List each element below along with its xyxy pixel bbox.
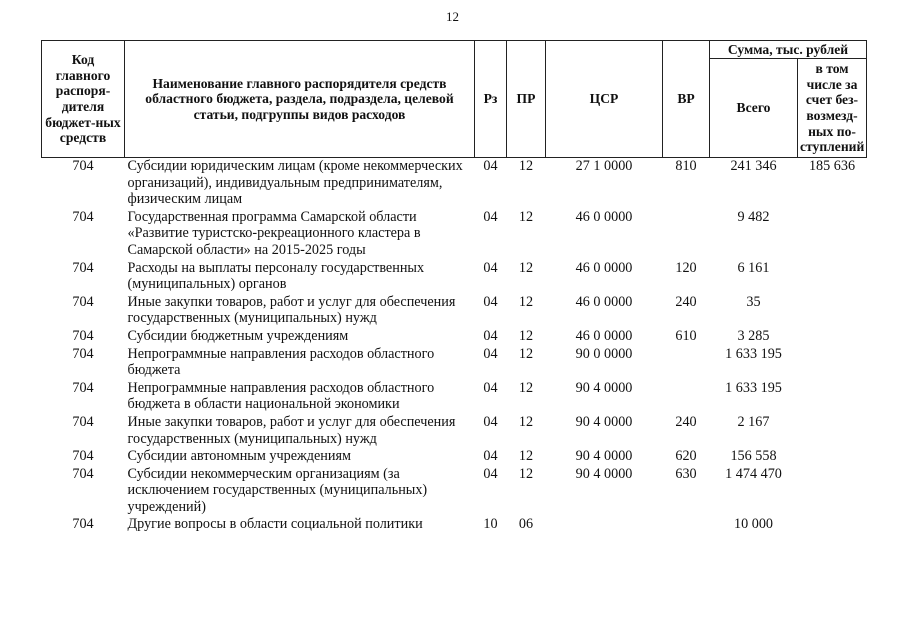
cell-code: 704 [72,293,94,310]
cell-code: 704 [72,208,94,225]
cell-csr: 46 0 0000 [575,293,633,310]
cell-code: 704 [72,413,94,430]
cell-csr: 46 0 0000 [575,208,633,225]
header-free: в том числе за счет без-возмезд-ных по-ступлений [798,59,867,158]
cell-code: 704 [72,259,94,276]
table-row [42,328,867,346]
cell-vr [663,380,710,414]
cell-name: Субсидии юридическим лицам (кроме некоммерческих организаций), индивидуальным предпринимателям, физическим лицам [127,158,463,208]
cell-total: 156 558 [730,448,777,465]
cell-csr: 90 4 0000 [575,448,633,465]
cell-vr [663,516,710,534]
cell-total: 1 633 195 [725,345,782,362]
cell-csr: 46 0 0000 [575,259,633,276]
cell-name: Иные закупки товаров, работ и услуг для обеспечения государственных (муниципальных) нужд [127,293,456,327]
cell-total: 10 000 [733,516,773,533]
cell-total: 241 346 [730,158,777,174]
header-sum: Сумма, тыс. рублей [710,41,867,59]
cell-name: Расходы на выплаты персоналу государственных (муниципальных) органов [127,259,425,293]
cell-vr: 620 [675,448,697,465]
cell-free [798,380,867,414]
cell-total: 9 482 [737,208,770,225]
cell-rz: 04 [483,345,498,362]
cell-code: 704 [72,345,94,362]
cell-free [798,328,867,346]
cell-pr: 06 [518,516,534,533]
cell-pr: 12 [518,379,534,396]
cell-name: Другие вопросы в области социальной политики [127,516,423,533]
cell-total: 3 285 [737,327,770,344]
cell-pr: 12 [518,158,534,174]
cell-total: 1 474 470 [725,465,782,482]
table-row [42,260,867,294]
cell-free [798,516,867,534]
cell-code: 704 [72,516,94,533]
cell-rz: 04 [483,327,498,344]
table-row [42,414,867,448]
cell-name: Субсидии автономным учреждениям [127,448,351,465]
cell-rz: 04 [483,413,498,430]
cell-vr: 610 [675,327,697,344]
cell-rz: 04 [483,379,498,396]
table-row [42,380,867,414]
table-row [42,158,867,209]
cell-rz: 04 [483,448,498,465]
page-number: 12 [446,9,459,24]
cell-csr: 27 1 0000 [575,158,633,174]
cell-vr: 810 [675,158,697,174]
cell-csr: 90 0 0000 [575,345,633,362]
cell-pr: 12 [518,208,534,225]
cell-total: 1 633 195 [725,379,782,396]
budget-table [41,40,867,534]
cell-name: Непрограммные направления расходов областного бюджета в области национальной экономики [127,379,435,413]
table-row [42,209,867,260]
cell-pr: 12 [518,259,534,276]
cell-pr: 12 [518,448,534,465]
cell-csr: 90 4 0000 [575,465,633,482]
header-csr: ЦСР [546,41,663,158]
cell-csr: 90 4 0000 [575,379,633,396]
cell-name: Непрограммные направления расходов областного бюджета [127,345,435,379]
cell-rz: 04 [483,259,498,276]
cell-pr: 12 [518,293,534,310]
cell-vr: 240 [675,293,697,310]
cell-name: Государственная программа Самарской области «Развитие туристско-рекреационного кластера в Самарской области» на 2015-2025 годы [127,208,421,258]
cell-vr: 120 [675,259,697,276]
header-rz: Рз [475,41,507,158]
table-row [42,448,867,466]
cell-vr [663,209,710,260]
cell-name: Иные закупки товаров, работ и услуг для обеспечения государственных (муниципальных) нужд [127,413,456,447]
cell-total: 2 167 [737,413,770,430]
cell-rz: 04 [483,158,498,174]
cell-code: 704 [72,379,94,396]
cell-pr: 12 [518,413,534,430]
cell-free [798,294,867,328]
cell-free: 185 636 [808,158,856,174]
table-row [42,346,867,380]
cell-vr [663,346,710,380]
cell-total: 35 [746,293,761,310]
table-row [42,294,867,328]
cell-total: 6 161 [737,259,770,276]
cell-free [798,346,867,380]
cell-code: 704 [72,158,94,174]
cell-free [798,414,867,448]
cell-code: 704 [72,327,94,344]
cell-free [798,209,867,260]
cell-csr [546,516,663,534]
cell-pr: 12 [518,465,534,482]
cell-pr: 12 [518,327,534,344]
table-body [42,158,867,535]
cell-name: Субсидии бюджетным учреждениям [127,327,349,344]
header-name: Наименование главного распорядителя средств областного бюджета, раздела, подраздела, целевой статьи, подгруппы видов расходов [125,41,475,158]
cell-csr: 46 0 0000 [575,327,633,344]
cell-free [798,448,867,466]
cell-name: Субсидии некоммерческим организациям (за исключением государственных (муниципальных) учреждений) [127,465,428,515]
table-row [42,516,867,534]
header-total: Всего [710,59,798,158]
cell-rz: 10 [483,516,498,533]
cell-free [798,466,867,517]
cell-csr: 90 4 0000 [575,413,633,430]
cell-rz: 04 [483,293,498,310]
cell-rz: 04 [483,208,498,225]
cell-vr: 240 [675,413,697,430]
cell-rz: 04 [483,465,498,482]
header-pr: ПР [507,41,546,158]
cell-code: 704 [72,448,94,465]
table-row [42,466,867,517]
header-code: Код главного распоря-дителя бюджет-ных средств [42,41,125,158]
cell-free [798,260,867,294]
cell-vr: 630 [675,465,697,482]
header-vr: ВР [663,41,710,158]
cell-pr: 12 [518,345,534,362]
table-header [42,41,867,158]
cell-code: 704 [72,465,94,482]
